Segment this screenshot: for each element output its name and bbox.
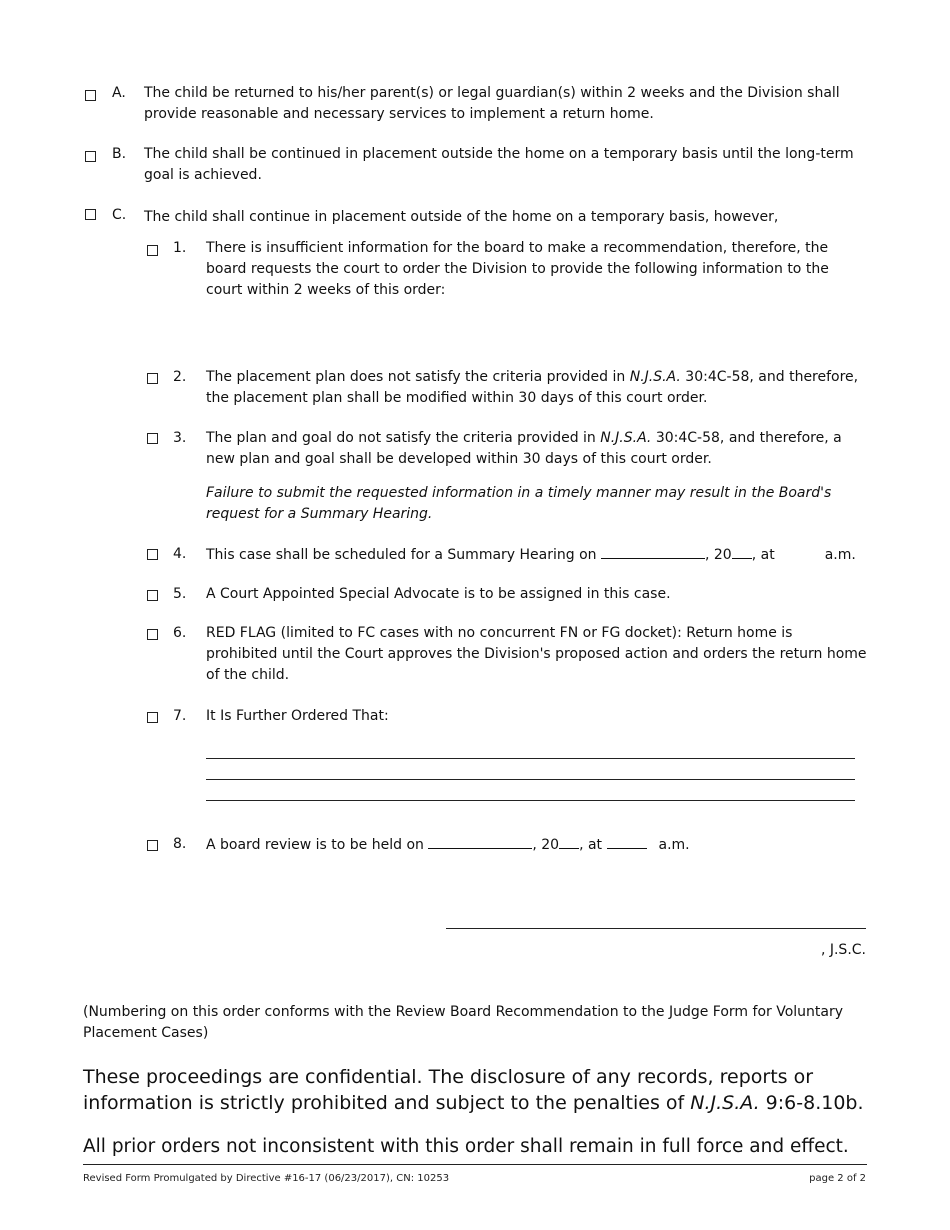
checkbox-sub-8[interactable] (147, 840, 158, 851)
checkbox-sub-5[interactable] (147, 590, 158, 601)
sub-4-date-blank[interactable] (601, 544, 705, 559)
checkbox-b[interactable] (85, 151, 96, 162)
jsc-suffix: , J.S.C. (820, 942, 866, 958)
confidential-after: 9:6-8.10b. (759, 1092, 864, 1114)
sub-4-ampm: a.m. (824, 547, 856, 563)
sub-3-text-after: 30:4C-58, and therefore, a new plan and goal shall be developed within 30 days of this court order. (206, 430, 842, 467)
sub-1-number: 1. (173, 240, 187, 256)
checkbox-sub-2[interactable] (147, 373, 158, 384)
item-a-letter: A. (112, 85, 126, 101)
further-order-line-3[interactable] (206, 800, 855, 801)
sub-8-number: 8. (173, 836, 187, 852)
sub-2-text-before: The placement plan does not satisfy the criteria provided in (206, 369, 630, 385)
sub-8-year: , 20 (532, 837, 560, 853)
sub-3-note: Failure to submit the requested information in a timely manner may result in the Board's request for a Summary Hearing. (206, 485, 832, 522)
sub-4-year-blank[interactable] (732, 544, 752, 559)
numbering-note: (Numbering on this order conforms with the Review Board Recommendation to the Judge Form for Voluntary Placement Cases) (83, 1004, 844, 1041)
sub-2-text-after: 30:4C-58, and therefore, the placement plan shall be modified within 30 days of this court order. (206, 369, 859, 406)
sub-8-text (206, 834, 866, 856)
sub-8-time-blank[interactable] (607, 834, 647, 849)
further-order-line-2[interactable] (206, 779, 855, 780)
sub-7-number: 7. (173, 708, 187, 724)
sub-3-statute: N.J.S.A. (600, 430, 652, 446)
prior-orders-statement: All prior orders not inconsistent with this order shall remain in full force and effect. (83, 1136, 849, 1157)
sub-5-number: 5. (173, 586, 187, 602)
sub-4-text (206, 544, 866, 566)
item-c-letter: C. (112, 207, 127, 223)
sub-8-ampm: a.m. (658, 837, 690, 853)
confidential-before: These proceedings are confidential. The disclosure of any records, reports or information is strictly prohibited and subject to the penalties of (83, 1066, 814, 1114)
checkbox-sub-3[interactable] (147, 433, 158, 444)
checkbox-c[interactable] (85, 209, 96, 220)
checkbox-sub-6[interactable] (147, 629, 158, 640)
checkbox-sub-7[interactable] (147, 712, 158, 723)
sub-5-text: A Court Appointed Special Advocate is to be assigned in this case. (206, 586, 671, 602)
sub-4-label: This case shall be scheduled for a Summary Hearing on (206, 547, 597, 563)
sub-8-year-blank[interactable] (559, 834, 579, 849)
footer-rule (83, 1164, 867, 1165)
sub-8-at: , at (579, 837, 603, 853)
sub-7-text: It Is Further Ordered That: (206, 708, 389, 724)
checkbox-sub-4[interactable] (147, 549, 158, 560)
confidential-statute: N.J.S.A. (690, 1092, 760, 1114)
sub-3-text (206, 428, 866, 470)
sub-6-text: RED FLAG (limited to FC cases with no concurrent FN or FG docket): Return home is prohibited until the Court approves the Division's proposed action and orders the return home of the child. (206, 625, 867, 683)
confidential-statement (83, 1064, 873, 1116)
item-a-text: The child be returned to his/her parent(s) or legal guardian(s) within 2 weeks and the Division shall provide reasonable and necessary services to implement a return home. (144, 85, 840, 122)
sub-8-date-blank[interactable] (428, 834, 532, 849)
sub-2-number: 2. (173, 369, 187, 385)
sub-6-number: 6. (173, 625, 187, 641)
sub-2-statute: N.J.S.A. (629, 369, 681, 385)
sub-2-text (206, 367, 866, 409)
item-c-text: The child shall continue in placement outside of the home on a temporary basis, however, (144, 209, 779, 225)
item-b-letter: B. (112, 146, 127, 162)
sub-4-year: , 20 (705, 547, 732, 563)
judge-signature-line[interactable] (446, 928, 866, 929)
footer-left: Revised Form Promulgated by Directive #16-17 (06/23/2017), CN: 10253 (83, 1173, 450, 1184)
sub-3-text-before: The plan and goal do not satisfy the criteria provided in (206, 430, 601, 446)
sub-8-label: A board review is to be held on (206, 837, 424, 853)
further-order-line-1[interactable] (206, 758, 855, 759)
sub-4-number: 4. (173, 546, 187, 562)
checkbox-sub-1[interactable] (147, 245, 158, 256)
checkbox-a[interactable] (85, 90, 96, 101)
item-b-text: The child shall be continued in placement outside the home on a temporary basis until the long-term goal is achieved. (144, 146, 854, 183)
sub-3-number: 3. (173, 430, 187, 446)
footer-right: page 2 of 2 (809, 1173, 866, 1184)
sub-4-at: , at (751, 547, 775, 563)
sub-1-text: There is insufficient information for the board to make a recommendation, therefore, the board requests the court to order the Division to provide the following information to the court within 2 weeks of this order: (206, 240, 829, 298)
